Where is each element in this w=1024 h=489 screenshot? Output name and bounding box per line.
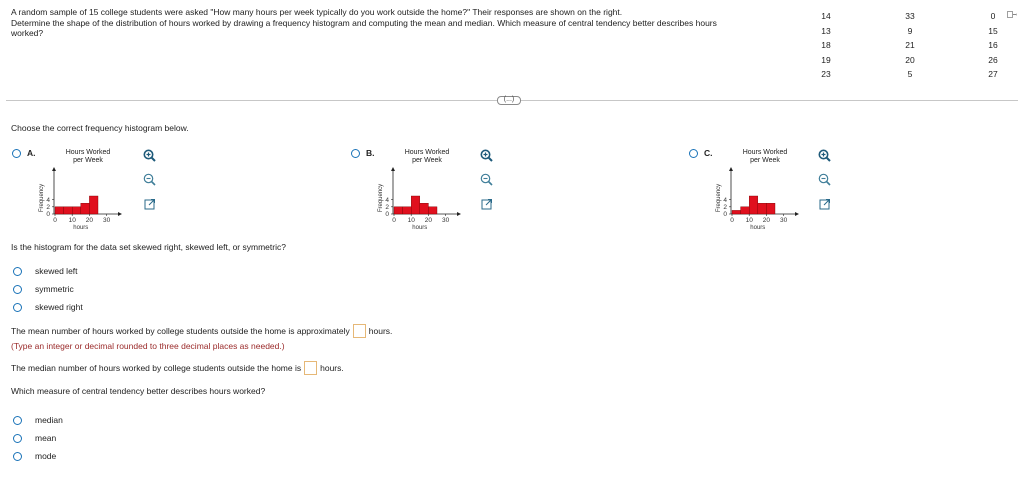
option-c[interactable] — [687, 146, 847, 236]
histogram-bar — [758, 203, 767, 214]
question-line-1: A random sample of 15 college students were asked "How many hours per week typically do you work outside the home?" Their responses are shown on the right. — [11, 7, 623, 17]
x-axis-label: hours — [412, 225, 428, 231]
option-b[interactable] — [349, 146, 509, 236]
x-axis-arrow — [118, 212, 122, 216]
x-tick-label: 0 — [53, 217, 57, 224]
option-b-letter: B. — [366, 148, 375, 158]
median-answer-input[interactable] — [304, 361, 317, 375]
histogram-bar — [64, 207, 73, 214]
y-tick-label: 4 — [46, 196, 50, 204]
y-tick-label: 0 — [723, 211, 727, 219]
mode-radio[interactable] — [13, 452, 22, 461]
y-tick-label: 0 — [385, 211, 389, 219]
option-b-title-l2: per Week — [412, 156, 442, 164]
data-cell: 23 — [821, 69, 831, 79]
skew-left-label: skewed left — [35, 266, 78, 276]
median-unit: hours. — [320, 363, 344, 373]
median-row — [11, 361, 344, 375]
option-b-title-l1: Hours Worked — [404, 149, 450, 156]
x-axis-label: hours — [750, 225, 766, 231]
option-c-histogram — [715, 164, 815, 234]
median-option-label: median — [35, 415, 63, 425]
histogram-bar — [732, 210, 741, 214]
skew-option-left[interactable] — [13, 266, 78, 276]
data-cell: 14 — [821, 11, 831, 21]
option-a-title — [48, 149, 128, 164]
data-cell: 13 — [821, 25, 831, 36]
x-axis-arrow — [795, 212, 799, 216]
histogram-bar — [72, 207, 81, 214]
open-new-window-icon[interactable] — [144, 198, 156, 210]
open-new-window-icon[interactable] — [481, 198, 493, 210]
y-axis-arrow — [52, 167, 56, 171]
median-text: The median number of hours worked by college students outside the home is — [11, 363, 302, 373]
y-tick-label: 2 — [46, 204, 50, 211]
data-cell: 15 — [988, 25, 998, 36]
histogram-bar — [394, 207, 403, 214]
symmetric-radio[interactable] — [13, 285, 22, 294]
histogram-bar — [420, 203, 429, 214]
histogram-bar — [741, 207, 750, 214]
zoom-out-icon[interactable] — [143, 173, 156, 186]
copy-data-icon[interactable] — [1007, 11, 1017, 20]
option-b-histogram — [377, 164, 477, 234]
option-c-radio[interactable] — [689, 149, 698, 158]
question-text — [11, 7, 796, 39]
open-new-window-icon[interactable] — [819, 198, 831, 210]
data-cell: 19 — [821, 54, 831, 65]
y-axis-arrow — [729, 167, 733, 171]
central-question: Which measure of central tendency better describes hours worked? — [11, 386, 266, 396]
histogram-bar — [411, 196, 420, 214]
y-tick-label: 4 — [723, 196, 727, 204]
data-cell: 20 — [905, 54, 915, 65]
x-tick-label: 10 — [407, 217, 415, 224]
zoom-out-icon[interactable] — [480, 173, 493, 186]
question-line-3: worked? — [11, 28, 44, 38]
option-a-radio[interactable] — [12, 149, 21, 158]
skew-right-radio[interactable] — [13, 303, 22, 312]
option-a-histogram — [38, 164, 138, 234]
x-tick-label: 30 — [102, 217, 111, 224]
skew-left-radio[interactable] — [13, 267, 22, 276]
mean-hint: (Type an integer or decimal rounded to three decimal places as needed.) — [11, 341, 285, 351]
option-b-title — [387, 149, 467, 164]
central-option-mode[interactable] — [13, 451, 56, 461]
x-axis-label: hours — [73, 225, 89, 231]
mode-option-label: mode — [35, 451, 57, 461]
data-cell: 18 — [821, 40, 831, 50]
option-a-title-l1: Hours Worked — [65, 149, 111, 156]
x-tick-label: 30 — [441, 217, 450, 224]
y-axis-label: Frequency — [39, 183, 45, 213]
data-cell: 27 — [988, 69, 998, 79]
y-tick-label: 0 — [46, 211, 50, 219]
data-cell: 33 — [905, 11, 915, 21]
skew-option-symmetric[interactable] — [13, 284, 74, 294]
zoom-in-icon[interactable] — [818, 149, 831, 162]
histogram-bar — [749, 196, 758, 214]
skew-option-right[interactable] — [13, 302, 83, 312]
data-column-3 — [978, 9, 1008, 82]
expand-more-button[interactable]: (...) — [497, 96, 521, 105]
zoom-in-icon[interactable] — [143, 149, 156, 162]
x-tick-label: 20 — [85, 217, 94, 224]
option-b-radio[interactable] — [351, 149, 360, 158]
x-tick-label: 20 — [762, 217, 771, 224]
mean-text: The mean number of hours worked by college students outside the home is approximately — [11, 326, 350, 336]
skew-question: Is the histogram for the data set skewed right, skewed left, or symmetric? — [11, 242, 286, 252]
data-cell: 21 — [905, 40, 915, 50]
histogram-bar — [89, 196, 98, 214]
data-cell: 26 — [988, 54, 998, 65]
mean-radio[interactable] — [13, 434, 22, 443]
data-cell: 9 — [907, 25, 913, 36]
symmetric-label: symmetric — [35, 284, 74, 294]
x-tick-label: 30 — [779, 217, 788, 224]
mean-option-label: mean — [35, 433, 57, 443]
x-tick-label: 0 — [730, 217, 734, 224]
histogram-bar — [55, 207, 64, 214]
option-a[interactable] — [10, 146, 170, 236]
mean-unit: hours. — [368, 326, 393, 336]
histogram-prompt: Choose the correct frequency histogram below. — [11, 123, 189, 133]
y-tick-label: 2 — [385, 204, 389, 211]
mean-row — [11, 324, 392, 338]
zoom-out-icon[interactable] — [818, 173, 831, 186]
x-tick-label: 10 — [745, 217, 753, 224]
option-c-title-l1: Hours Worked — [742, 149, 788, 156]
x-tick-label: 20 — [424, 217, 433, 224]
data-column-2 — [895, 9, 925, 82]
data-cell: 5 — [907, 69, 913, 79]
option-a-letter: A. — [27, 148, 36, 158]
data-column-1 — [811, 9, 841, 82]
data-cell: 0 — [990, 11, 996, 21]
y-tick-label: 2 — [723, 204, 727, 211]
y-axis-label: Frequency — [378, 183, 384, 213]
x-tick-label: 10 — [68, 217, 76, 224]
central-option-mean[interactable] — [13, 433, 56, 443]
y-tick-label: 4 — [385, 196, 389, 204]
option-c-letter: C. — [704, 148, 713, 158]
central-option-median[interactable] — [13, 415, 63, 425]
data-cell: 16 — [988, 40, 998, 50]
option-a-title-l2: per Week — [73, 156, 103, 164]
median-radio[interactable] — [13, 416, 22, 425]
histogram-bar — [403, 207, 412, 214]
option-c-title — [725, 149, 805, 164]
skew-right-label: skewed right — [35, 302, 83, 312]
option-c-title-l2: per Week — [750, 156, 780, 164]
x-axis-arrow — [457, 212, 461, 216]
y-axis-arrow — [391, 167, 395, 171]
histogram-bar — [766, 203, 775, 214]
histogram-bar — [81, 203, 90, 214]
zoom-in-icon[interactable] — [480, 149, 493, 162]
y-axis-label: Frequency — [716, 183, 722, 213]
mean-answer-input[interactable] — [353, 324, 366, 338]
question-line-2: Determine the shape of the distribution of hours worked by drawing a frequency histogram and computing the mean and median. Which measure of central tendency better describes hours — [11, 17, 717, 28]
histogram-bar — [428, 207, 437, 214]
x-tick-label: 0 — [392, 217, 396, 224]
